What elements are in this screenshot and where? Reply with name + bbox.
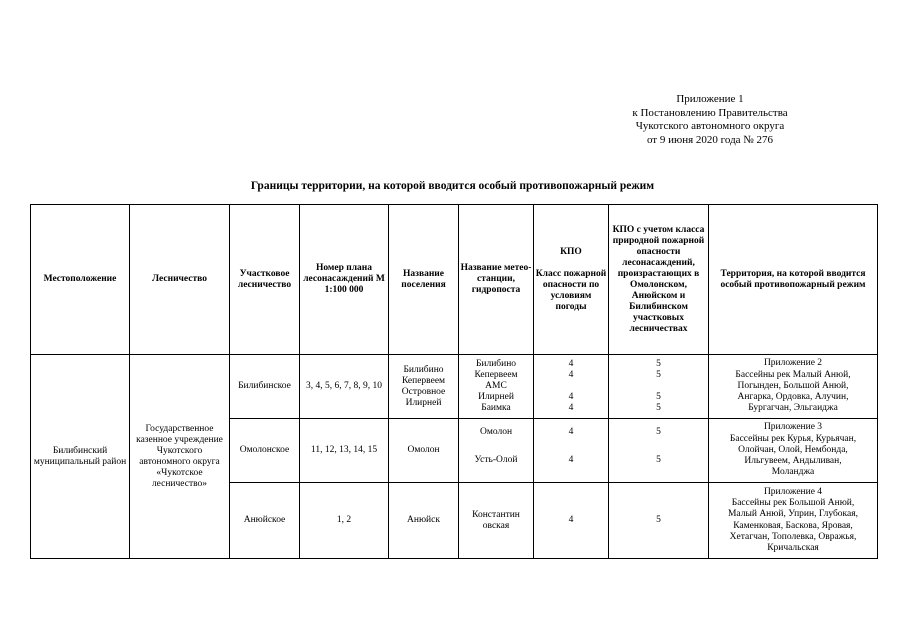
header-location: [31, 205, 130, 355]
kpo-value: 4: [568, 359, 574, 369]
territory-line: Приложение 4: [763, 486, 823, 497]
territory-line: Малый Анюй, Уприн, Глубокая,: [727, 509, 858, 520]
appendix-line: к Постановлению Правительства: [632, 106, 788, 119]
territory-line: Бассейны рек Малый Анюй,: [735, 369, 851, 380]
territory-cell: [709, 355, 878, 419]
plan-cell: 3, 4, 5, 6, 7, 8, 9, 10: [300, 355, 389, 419]
header-label: Участковое лесничество: [237, 268, 292, 290]
district-cell: Омолонское: [230, 419, 300, 483]
header-kpo-natural: [609, 205, 709, 355]
territory-cell: [709, 419, 878, 483]
header-label: Название поселения: [401, 268, 446, 290]
kpo-cell: 4: [534, 483, 609, 559]
appendix-line: Приложение 1: [676, 93, 744, 105]
territory-line: Приложение 3: [763, 422, 823, 433]
kpo-natural-value: [610, 381, 707, 392]
territory-line: Погынден, Большой Анюй,: [737, 380, 849, 391]
kpo-value: 4: [568, 392, 574, 402]
settlement-name: Билибино: [403, 364, 444, 375]
station-name: Усть-Олой: [474, 455, 518, 465]
location-cell: Билибинский муниципальный район: [31, 355, 130, 559]
station-name: Билибино: [475, 359, 517, 369]
kpo-natural-value: 5: [656, 427, 661, 437]
territory-line: Олойчан, Олой, Нембонда,: [738, 444, 848, 455]
header-label: Лесничество: [152, 274, 207, 284]
header-label: Название метео-станции, гидропоста: [460, 263, 532, 295]
kpo-natural-value: 5: [656, 455, 661, 465]
kpo-value: 4: [568, 455, 574, 465]
header-forestry: [130, 205, 230, 355]
header-label: КПО с учетом класса природной пожарной опасности лесонасаждений, произрастающих в Омолонском, Анюйском и Билибинском участковых лесничествах: [612, 224, 705, 334]
kpo-value: 4: [568, 427, 574, 437]
district-cell: Анюйское: [230, 483, 300, 559]
kpo-natural-cell: [609, 419, 709, 483]
station-name: Илирней: [478, 392, 514, 402]
header-label: КПО Класс пожарной опасности по условиям погоды: [535, 246, 607, 312]
header-settlement: [389, 205, 459, 355]
territory-line: Каменковая, Баскова, Яровая,: [733, 520, 853, 531]
kpo-cell: [534, 419, 609, 483]
territory-line: Бургагчан, Эльгаиджа: [748, 403, 838, 414]
header-district: [230, 205, 300, 355]
territory-line: Бассейны рек Большой Анюй,: [731, 498, 855, 509]
station-name: АМС: [485, 381, 507, 391]
territory-line: Ильгувеем, Андыливан,: [744, 456, 842, 467]
district-cell: Билибинское: [230, 355, 300, 419]
header-label: Номер плана лесонасаждений М 1:100 000: [303, 263, 385, 295]
territory-line: Хетагчан, Тополевка, Овражья,: [729, 531, 857, 542]
settlement-name: Островное: [401, 386, 446, 397]
settlement-cell: Анюйск: [389, 483, 459, 559]
forestry-cell: Государственное казенное учреждение Чукотского автономного округа «Чукотское лесничество»: [130, 355, 230, 559]
territory-line: Бассейны рек Курья, Курьячан,: [729, 433, 857, 444]
document-title: Границы территории, на которой вводится особый противопожарный режим: [250, 180, 655, 192]
station-name: Кепервеем: [474, 370, 518, 380]
table-row: [31, 355, 878, 419]
station-cell: [459, 355, 534, 419]
plan-cell: 11, 12, 13, 14, 15: [300, 419, 389, 483]
header-label: Местоположение: [43, 274, 117, 284]
settlement-name: Кепервеем: [401, 375, 446, 386]
station-cell: [459, 419, 534, 483]
kpo-natural-value: 5: [656, 370, 661, 380]
territory-line: Кричальская: [767, 542, 819, 553]
settlement-cell: Омолон: [389, 419, 459, 483]
settlement-cell: [389, 355, 459, 419]
header-station: [459, 205, 534, 355]
header-row: [31, 205, 878, 355]
appendix-line: от 9 июня 2020 года № 276: [646, 133, 774, 146]
territory-line: Моланджа: [771, 467, 815, 478]
kpo-natural-cell: 5: [609, 483, 709, 559]
appendix-block: [560, 93, 860, 147]
kpo-natural-cell: [609, 355, 709, 419]
territory-line: Приложение 2: [763, 358, 823, 369]
header-kpo: [534, 205, 609, 355]
kpo-natural-value: 5: [656, 392, 661, 402]
header-label: Территория, на которой вводится особый противопожарный режим: [720, 268, 866, 290]
kpo-natural-value: 5: [656, 403, 661, 413]
station-name: Омолон: [479, 427, 513, 437]
kpo-value: 4: [568, 403, 574, 413]
settlement-name: Илирней: [405, 397, 442, 408]
borders-table: [30, 204, 878, 559]
territory-cell: [709, 483, 878, 559]
kpo-natural-value: 5: [656, 359, 661, 369]
header-plan-number: [300, 205, 389, 355]
station-cell: Константин овская: [459, 483, 534, 559]
header-territory: [709, 205, 878, 355]
plan-cell: 1, 2: [300, 483, 389, 559]
kpo-value: [535, 381, 607, 392]
appendix-line: Чукотского автономного округа: [635, 120, 785, 132]
territory-line: Ангарка, Ордовка, Алучин,: [737, 392, 849, 403]
kpo-value: 4: [568, 370, 574, 380]
kpo-cell: [534, 355, 609, 419]
station-name: Баимка: [481, 403, 511, 413]
